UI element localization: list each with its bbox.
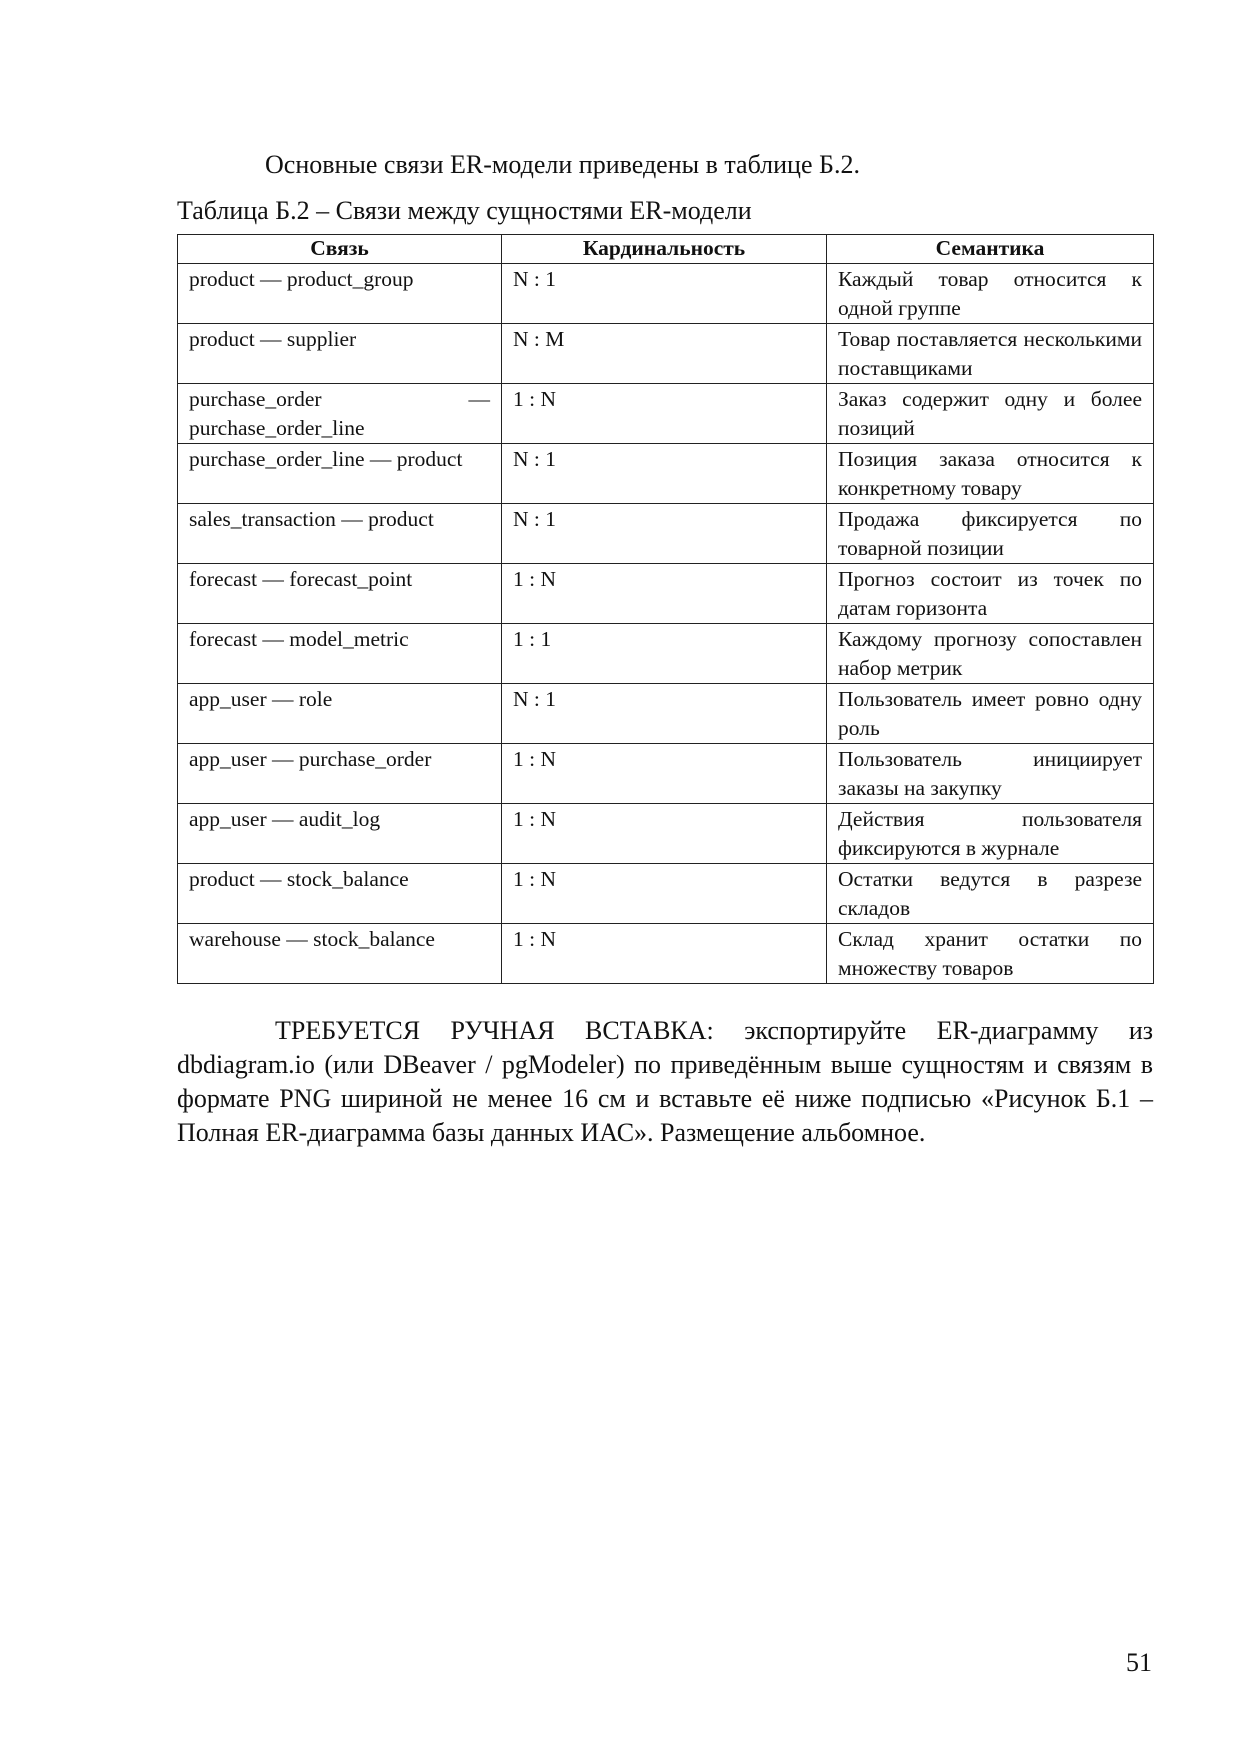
header-cardinality: Кардинальность: [502, 235, 827, 264]
table-row: [178, 384, 1154, 444]
semantics-cell: Прогноз состоит из точек по датам горизонта: [827, 564, 1154, 624]
cardinality-cell: 1 : N: [502, 564, 827, 624]
semantics-cell: Склад хранит остатки по множеству товаров: [827, 924, 1154, 984]
table-row: [178, 924, 1154, 984]
manual-insert-note: ТРЕБУЕТСЯ РУЧНАЯ ВСТАВКА: экспортируйте ER-диаграмму из dbdiagram.io (или DBeaver / pgModeler) по приведённым выше сущностям и связям в формате PNG шириной не менее 16 см и вставьте её ниже подписью «Рисунок Б.1 – Полная ER-диаграмма базы данных ИАС». Размещение альбомное.: [177, 1016, 1153, 1147]
link-cell: app_user — role: [178, 684, 502, 744]
link-cell: app_user — audit_log: [178, 804, 502, 864]
link-cell: product — product_group: [178, 264, 502, 324]
cardinality-cell: N : 1: [502, 504, 827, 564]
table-row: [178, 744, 1154, 804]
table-row: [178, 624, 1154, 684]
intro-paragraph: Основные связи ER-модели приведены в таблице Б.2.: [265, 150, 860, 179]
table-row: [178, 324, 1154, 384]
cardinality-cell: N : 1: [502, 264, 827, 324]
cardinality-cell: 1 : N: [502, 384, 827, 444]
semantics-cell: Остатки ведутся в разрезе складов: [827, 864, 1154, 924]
semantics-cell: Позиция заказа относится к конкретному товару: [827, 444, 1154, 504]
cardinality-cell: N : M: [502, 324, 827, 384]
link-cell: purchase_order — purchase_order_line: [178, 384, 502, 444]
cardinality-cell: N : 1: [502, 444, 827, 504]
link-cell: forecast — forecast_point: [178, 564, 502, 624]
table-row: [178, 564, 1154, 624]
semantics-cell: Действия пользователя фиксируются в журнале: [827, 804, 1154, 864]
table-row: [178, 504, 1154, 564]
semantics-cell: Заказ содержит одну и более позиций: [827, 384, 1154, 444]
link-cell: product — supplier: [178, 324, 502, 384]
link-cell: purchase_order_line — product: [178, 444, 502, 504]
page-number: 51: [1126, 1648, 1152, 1677]
semantics-cell: Пользователь имеет ровно одну роль: [827, 684, 1154, 744]
header-link: Связь: [178, 235, 502, 264]
table-header-row: [178, 235, 1154, 264]
table-row: [178, 444, 1154, 504]
link-cell: warehouse — stock_balance: [178, 924, 502, 984]
semantics-cell: Продажа фиксируется по товарной позиции: [827, 504, 1154, 564]
cardinality-cell: 1 : 1: [502, 624, 827, 684]
cardinality-cell: N : 1: [502, 684, 827, 744]
link-cell: sales_transaction — product: [178, 504, 502, 564]
link-cell: product — stock_balance: [178, 864, 502, 924]
semantics-cell: Каждому прогнозу сопоставлен набор метрик: [827, 624, 1154, 684]
cardinality-cell: 1 : N: [502, 864, 827, 924]
cardinality-cell: 1 : N: [502, 804, 827, 864]
table-row: [178, 684, 1154, 744]
semantics-cell: Пользователь инициирует заказы на закупку: [827, 744, 1154, 804]
link-cell: forecast — model_metric: [178, 624, 502, 684]
cardinality-cell: 1 : N: [502, 744, 827, 804]
link-cell: app_user — purchase_order: [178, 744, 502, 804]
table-row: [178, 264, 1154, 324]
table-row: [178, 864, 1154, 924]
semantics-cell: Товар поставляется несколькими поставщиками: [827, 324, 1154, 384]
header-semantics: Семантика: [827, 235, 1154, 264]
semantics-cell: Каждый товар относится к одной группе: [827, 264, 1154, 324]
table-caption: Таблица Б.2 – Связи между сущностями ER-модели: [177, 196, 752, 225]
cardinality-cell: 1 : N: [502, 924, 827, 984]
relations-table: [177, 234, 1154, 984]
table-row: [178, 804, 1154, 864]
